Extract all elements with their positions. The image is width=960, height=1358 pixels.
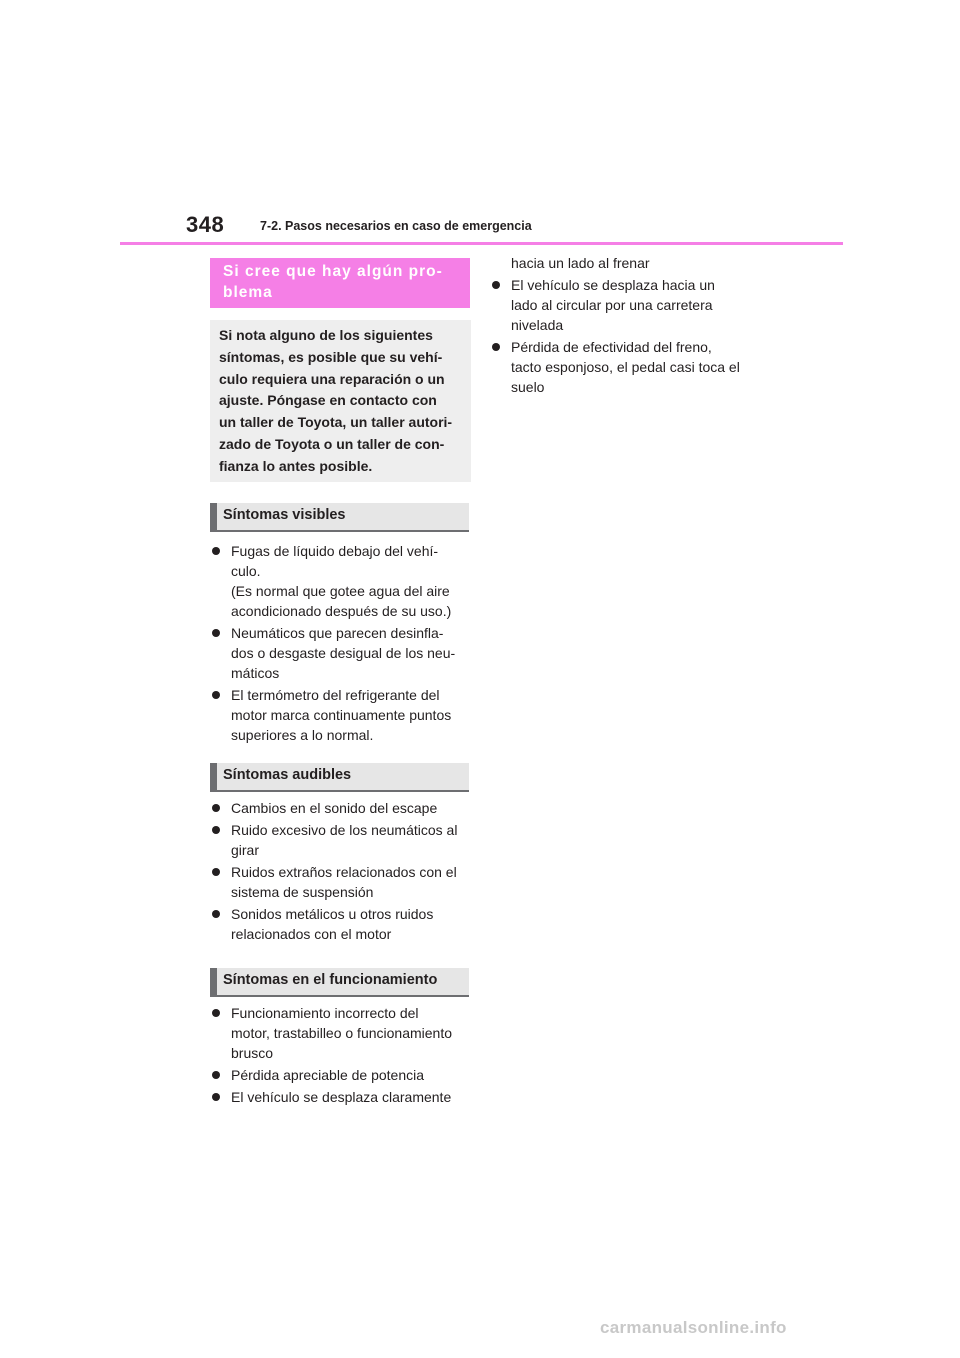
list-item [212, 820, 472, 860]
item-line: El vehículo se desplaza hacia un [511, 277, 715, 293]
intro-line: síntomas, es posible que su vehí- [219, 348, 443, 365]
list-item [212, 1087, 472, 1107]
bullet-icon [212, 1093, 220, 1101]
bullet-icon [492, 281, 500, 289]
item-line: Sonidos metálicos u otros ruidos [231, 906, 434, 922]
heading-line: blema [223, 284, 273, 301]
bullet-icon [492, 343, 500, 351]
pink-section-heading [210, 258, 470, 308]
item-line: Funcionamiento incorrecto del [231, 1005, 419, 1021]
item-line: (Es normal que gotee agua del aire [231, 583, 450, 599]
intro-line: Si nota alguno de los siguientes [219, 327, 433, 343]
item-line: lado al circular por una carretera [511, 297, 713, 313]
item-line: El termómetro del refrigerante del [231, 687, 440, 703]
list-item [492, 337, 762, 397]
intro-line: zado de Toyota o un taller de con- [219, 435, 445, 452]
list-item [492, 275, 762, 335]
list-item-continuation [492, 253, 762, 273]
item-line: Ruidos extraños relacionados con el [231, 864, 457, 880]
header-divider [120, 242, 843, 245]
audible-symptoms-list [212, 798, 472, 946]
intro-notice-box [210, 320, 471, 482]
page-number: 348 [186, 212, 225, 237]
item-line: Cambios en el sonido del escape [231, 800, 438, 816]
list-item [212, 798, 472, 818]
intro-line: fianza lo antes posible. [219, 457, 373, 474]
intro-line: culo requiera una reparación o un [219, 370, 445, 387]
item-line: Fugas de líquido debajo del vehí- [231, 543, 439, 559]
bullet-icon [212, 691, 220, 699]
bullet-icon [212, 629, 220, 637]
list-item [212, 685, 472, 745]
item-line: Pérdida de efectividad del freno, [511, 339, 712, 355]
item-line: brusco [231, 1045, 274, 1061]
site-watermark: carmanualsonline.info [600, 1318, 787, 1337]
bullet-icon [212, 1071, 220, 1079]
item-line: girar [231, 842, 260, 858]
heading-line: Si cree que hay algún pro- [223, 263, 443, 280]
list-item [212, 904, 472, 944]
right-column-list [492, 253, 762, 399]
item-line: culo. [231, 563, 261, 579]
bullet-icon [212, 868, 220, 876]
visible-symptoms-heading: Síntomas visibles [210, 503, 469, 532]
item-line: sistema de suspensión [231, 884, 374, 900]
item-line: dos o desgaste desigual de los neu- [231, 645, 456, 661]
bullet-icon [212, 910, 220, 918]
bullet-icon [212, 804, 220, 812]
intro-line: un taller de Toyota, un taller autori- [219, 414, 453, 431]
visible-symptoms-list [212, 541, 472, 747]
list-item [212, 541, 472, 621]
item-line: acondicionado después de su uso.) [231, 603, 452, 619]
item-line: máticos [231, 665, 280, 681]
list-item [212, 1003, 472, 1063]
bullet-icon [212, 826, 220, 834]
list-item [212, 623, 472, 683]
bullet-icon [212, 1009, 220, 1017]
section-reference: 7-2. Pasos necesarios en caso de emergencia [260, 219, 532, 233]
item-line: Ruido excesivo de los neumáticos al [231, 822, 458, 838]
list-item [212, 862, 472, 902]
audible-symptoms-heading: Síntomas audibles [210, 763, 469, 792]
intro-line: ajuste. Póngase en contacto con [219, 392, 437, 409]
item-line: tacto esponjoso, el pedal casi toca el [511, 359, 740, 375]
item-line: suelo [511, 379, 545, 395]
item-line: hacia un lado al frenar [511, 255, 650, 271]
operation-symptoms-heading: Síntomas en el funcionamiento [210, 968, 469, 997]
list-item [212, 1065, 472, 1085]
item-line: motor, trastabilleo o funcionamiento [231, 1025, 453, 1041]
bullet-icon [212, 547, 220, 555]
item-line: Pérdida apreciable de potencia [231, 1067, 425, 1083]
item-line: superiores a lo normal. [231, 727, 374, 743]
operation-symptoms-list [212, 1003, 472, 1109]
item-line: motor marca continuamente puntos [231, 707, 452, 723]
item-line: Neumáticos que parecen desinfla- [231, 625, 444, 641]
item-line: nivelada [511, 317, 564, 333]
item-line: relacionados con el motor [231, 926, 392, 942]
item-line: El vehículo se desplaza claramente [231, 1089, 452, 1105]
